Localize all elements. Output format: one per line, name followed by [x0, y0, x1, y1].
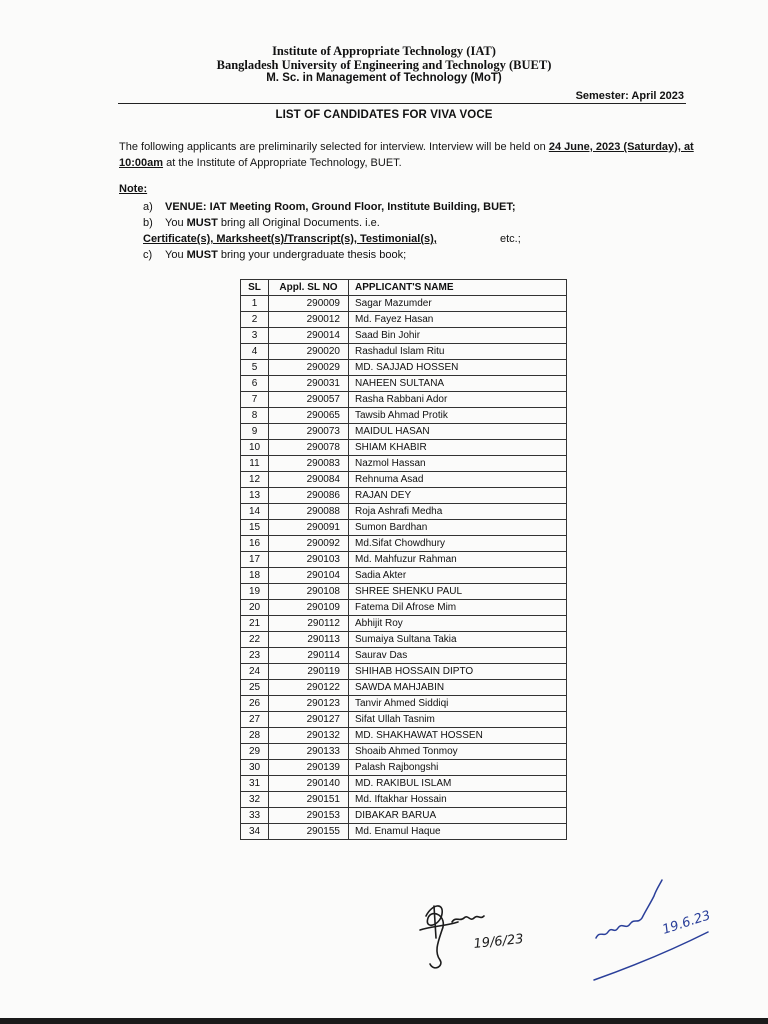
- table-row: [241, 584, 567, 600]
- note-b-must: MUST: [186, 217, 218, 229]
- row-sl: 9: [241, 424, 269, 440]
- table-row: [241, 504, 567, 520]
- row-applicant-name: SHIHAB HOSSAIN DIPTO: [349, 664, 567, 680]
- row-appl-no: 290104: [269, 568, 349, 584]
- row-sl: 8: [241, 408, 269, 424]
- row-appl-no: 290014: [269, 328, 349, 344]
- row-applicant-name: Abhijit Roy: [349, 616, 567, 632]
- table-row: [241, 808, 567, 824]
- row-sl: 27: [241, 712, 269, 728]
- row-appl-no: 290114: [269, 648, 349, 664]
- row-sl: 14: [241, 504, 269, 520]
- note-c-text-2: bring your undergraduate thesis book;: [217, 249, 407, 261]
- row-sl: 19: [241, 584, 269, 600]
- row-sl: 32: [241, 792, 269, 808]
- note-venue: VENUE: IAT Meeting Room, Ground Floor, Institute Building, BUET;: [165, 201, 516, 213]
- note-item-c: [143, 247, 406, 263]
- note-item-b: [143, 215, 768, 247]
- table-header-row: [241, 280, 567, 296]
- row-sl: 26: [241, 696, 269, 712]
- row-applicant-name: Fatema Dil Afrose Mim: [349, 600, 567, 616]
- row-applicant-name: Sagar Mazumder: [349, 296, 567, 312]
- row-appl-no: 290122: [269, 680, 349, 696]
- table-row: [241, 312, 567, 328]
- row-sl: 16: [241, 536, 269, 552]
- note-b-documents: Certificate(s), Marksheet(s)/Transcript(s), Testimonial(s),: [143, 233, 437, 245]
- interview-date: 24 June, 2023 (Saturday), at 10:00am: [119, 141, 694, 169]
- row-sl: 31: [241, 776, 269, 792]
- table-row: [241, 424, 567, 440]
- row-applicant-name: SHIAM KHABIR: [349, 440, 567, 456]
- row-sl: 33: [241, 808, 269, 824]
- row-applicant-name: Saurav Das: [349, 648, 567, 664]
- note-marker-a: a): [143, 201, 153, 213]
- row-sl: 34: [241, 824, 269, 840]
- row-appl-no: 290113: [269, 632, 349, 648]
- table-row: [241, 776, 567, 792]
- signature-left-date: 19/6/23: [472, 931, 525, 952]
- table-row: [241, 664, 567, 680]
- row-sl: 7: [241, 392, 269, 408]
- row-sl: 17: [241, 552, 269, 568]
- note-b-text-3: etc.;: [500, 233, 521, 245]
- table-row: [241, 552, 567, 568]
- table-row: [241, 760, 567, 776]
- university-name: Bangladesh University of Engineering and Technology (BUET): [216, 58, 552, 72]
- row-appl-no: 290020: [269, 344, 349, 360]
- row-applicant-name: Rasha Rabbani Ador: [349, 392, 567, 408]
- row-appl-no: 290139: [269, 760, 349, 776]
- row-applicant-name: MD. SHAKHAWAT HOSSEN: [349, 728, 567, 744]
- scan-edge: [0, 1018, 768, 1024]
- table-row: [241, 520, 567, 536]
- row-appl-no: 290132: [269, 728, 349, 744]
- row-applicant-name: MAIDUL HASAN: [349, 424, 567, 440]
- row-applicant-name: Md.Sifat Chowdhury: [349, 536, 567, 552]
- row-sl: 3: [241, 328, 269, 344]
- row-applicant-name: SHREE SHENKU PAUL: [349, 584, 567, 600]
- row-sl: 23: [241, 648, 269, 664]
- row-appl-no: 290140: [269, 776, 349, 792]
- row-applicant-name: Sadia Akter: [349, 568, 567, 584]
- table-row: [241, 648, 567, 664]
- row-applicant-name: Md. Enamul Haque: [349, 824, 567, 840]
- row-sl: 13: [241, 488, 269, 504]
- row-appl-no: 290155: [269, 824, 349, 840]
- table-row: [241, 600, 567, 616]
- row-appl-no: 290083: [269, 456, 349, 472]
- program-name: M. Sc. in Management of Technology (MoT): [266, 72, 502, 84]
- row-sl: 12: [241, 472, 269, 488]
- table-row: [241, 744, 567, 760]
- header-divider: [118, 103, 686, 104]
- row-appl-no: 290012: [269, 312, 349, 328]
- row-sl: 18: [241, 568, 269, 584]
- table-row: [241, 296, 567, 312]
- row-sl: 24: [241, 664, 269, 680]
- intro-text-b: at the Institute of Appropriate Technology, BUET.: [163, 157, 402, 169]
- note-item-b-tail: [500, 231, 521, 247]
- note-marker-b: b): [143, 217, 153, 229]
- table-row: [241, 488, 567, 504]
- signature-left: [412, 886, 572, 978]
- row-appl-no: 290119: [269, 664, 349, 680]
- row-applicant-name: Sumon Bardhan: [349, 520, 567, 536]
- row-applicant-name: Nazmol Hassan: [349, 456, 567, 472]
- row-appl-no: 290086: [269, 488, 349, 504]
- row-appl-no: 290031: [269, 376, 349, 392]
- note-b-text-1: You: [165, 217, 187, 229]
- institute-name: Institute of Appropriate Technology (IAT): [272, 44, 496, 58]
- row-appl-no: 290065: [269, 408, 349, 424]
- row-sl: 29: [241, 744, 269, 760]
- table-row: [241, 392, 567, 408]
- row-sl: 25: [241, 680, 269, 696]
- row-appl-no: 290151: [269, 792, 349, 808]
- row-applicant-name: DIBAKAR BARUA: [349, 808, 567, 824]
- row-appl-no: 290103: [269, 552, 349, 568]
- table-row: [241, 712, 567, 728]
- row-applicant-name: Tanvir Ahmed Siddiqi: [349, 696, 567, 712]
- row-sl: 4: [241, 344, 269, 360]
- row-applicant-name: Md. Iftakhar Hossain: [349, 792, 567, 808]
- table-row: [241, 472, 567, 488]
- note-item-a: [143, 199, 516, 215]
- row-sl: 10: [241, 440, 269, 456]
- row-appl-no: 290029: [269, 360, 349, 376]
- row-sl: 11: [241, 456, 269, 472]
- row-applicant-name: Md. Mahfuzur Rahman: [349, 552, 567, 568]
- row-sl: 1: [241, 296, 269, 312]
- table-row: [241, 536, 567, 552]
- row-applicant-name: Saad Bin Johir: [349, 328, 567, 344]
- intro-paragraph: [119, 139, 694, 171]
- table-row: [241, 680, 567, 696]
- table-row: [241, 792, 567, 808]
- table-row: [241, 456, 567, 472]
- row-sl: 22: [241, 632, 269, 648]
- row-sl: 6: [241, 376, 269, 392]
- table-row: [241, 376, 567, 392]
- row-appl-no: 290109: [269, 600, 349, 616]
- row-applicant-name: Rehnuma Asad: [349, 472, 567, 488]
- row-applicant-name: NAHEEN SULTANA: [349, 376, 567, 392]
- note-label: Note:: [119, 183, 148, 195]
- note-c-must: MUST: [186, 249, 218, 261]
- row-appl-no: 290123: [269, 696, 349, 712]
- row-sl: 5: [241, 360, 269, 376]
- row-applicant-name: Roja Ashrafi Medha: [349, 504, 567, 520]
- table-row: [241, 344, 567, 360]
- header-sl: SL: [241, 280, 269, 296]
- row-appl-no: 290153: [269, 808, 349, 824]
- row-appl-no: 290108: [269, 584, 349, 600]
- note-marker-c: c): [143, 249, 153, 261]
- row-applicant-name: MD. RAKIBUL ISLAM: [349, 776, 567, 792]
- row-sl: 2: [241, 312, 269, 328]
- row-sl: 20: [241, 600, 269, 616]
- signature-right: [588, 874, 716, 990]
- row-applicant-name: MD. SAJJAD HOSSEN: [349, 360, 567, 376]
- table-row: [241, 408, 567, 424]
- table-row: [241, 728, 567, 744]
- row-sl: 28: [241, 728, 269, 744]
- row-appl-no: 290078: [269, 440, 349, 456]
- note-b-text-2: bring all Original Documents. i.e.: [217, 217, 380, 229]
- row-sl: 15: [241, 520, 269, 536]
- row-applicant-name: Md. Fayez Hasan: [349, 312, 567, 328]
- row-appl-no: 290088: [269, 504, 349, 520]
- row-appl-no: 290084: [269, 472, 349, 488]
- row-appl-no: 290057: [269, 392, 349, 408]
- header-name: APPLICANT'S NAME: [349, 280, 567, 296]
- row-appl-no: 290112: [269, 616, 349, 632]
- row-sl: 21: [241, 616, 269, 632]
- intro-text-a: The following applicants are preliminarily selected for interview. Interview will be held on: [119, 141, 549, 153]
- row-appl-no: 290092: [269, 536, 349, 552]
- row-applicant-name: Shoaib Ahmed Tonmoy: [349, 744, 567, 760]
- row-appl-no: 290133: [269, 744, 349, 760]
- table-row: [241, 328, 567, 344]
- row-applicant-name: SAWDA MAHJABIN: [349, 680, 567, 696]
- row-appl-no: 290091: [269, 520, 349, 536]
- row-applicant-name: RAJAN DEY: [349, 488, 567, 504]
- table-body: [241, 296, 567, 840]
- table-row: [241, 568, 567, 584]
- row-applicant-name: Sumaiya Sultana Takia: [349, 632, 567, 648]
- row-appl-no: 290009: [269, 296, 349, 312]
- table-row: [241, 696, 567, 712]
- row-applicant-name: Palash Rajbongshi: [349, 760, 567, 776]
- row-applicant-name: Rashadul Islam Ritu: [349, 344, 567, 360]
- row-applicant-name: Tawsib Ahmad Protik: [349, 408, 567, 424]
- table-row: [241, 632, 567, 648]
- note-c-text-1: You: [165, 249, 187, 261]
- signature-right-date: 19.6.23: [660, 908, 713, 938]
- table-row: [241, 616, 567, 632]
- row-applicant-name: Sifat Ullah Tasnim: [349, 712, 567, 728]
- table-row: [241, 824, 567, 840]
- table-row: [241, 360, 567, 376]
- table-row: [241, 440, 567, 456]
- page-title: LIST OF CANDIDATES FOR VIVA VOCE: [275, 109, 493, 121]
- semester-label: Semester: April 2023: [575, 90, 684, 102]
- row-appl-no: 290127: [269, 712, 349, 728]
- candidates-table: [240, 279, 567, 840]
- header-appl-no: Appl. SL NO: [269, 280, 349, 296]
- row-sl: 30: [241, 760, 269, 776]
- row-appl-no: 290073: [269, 424, 349, 440]
